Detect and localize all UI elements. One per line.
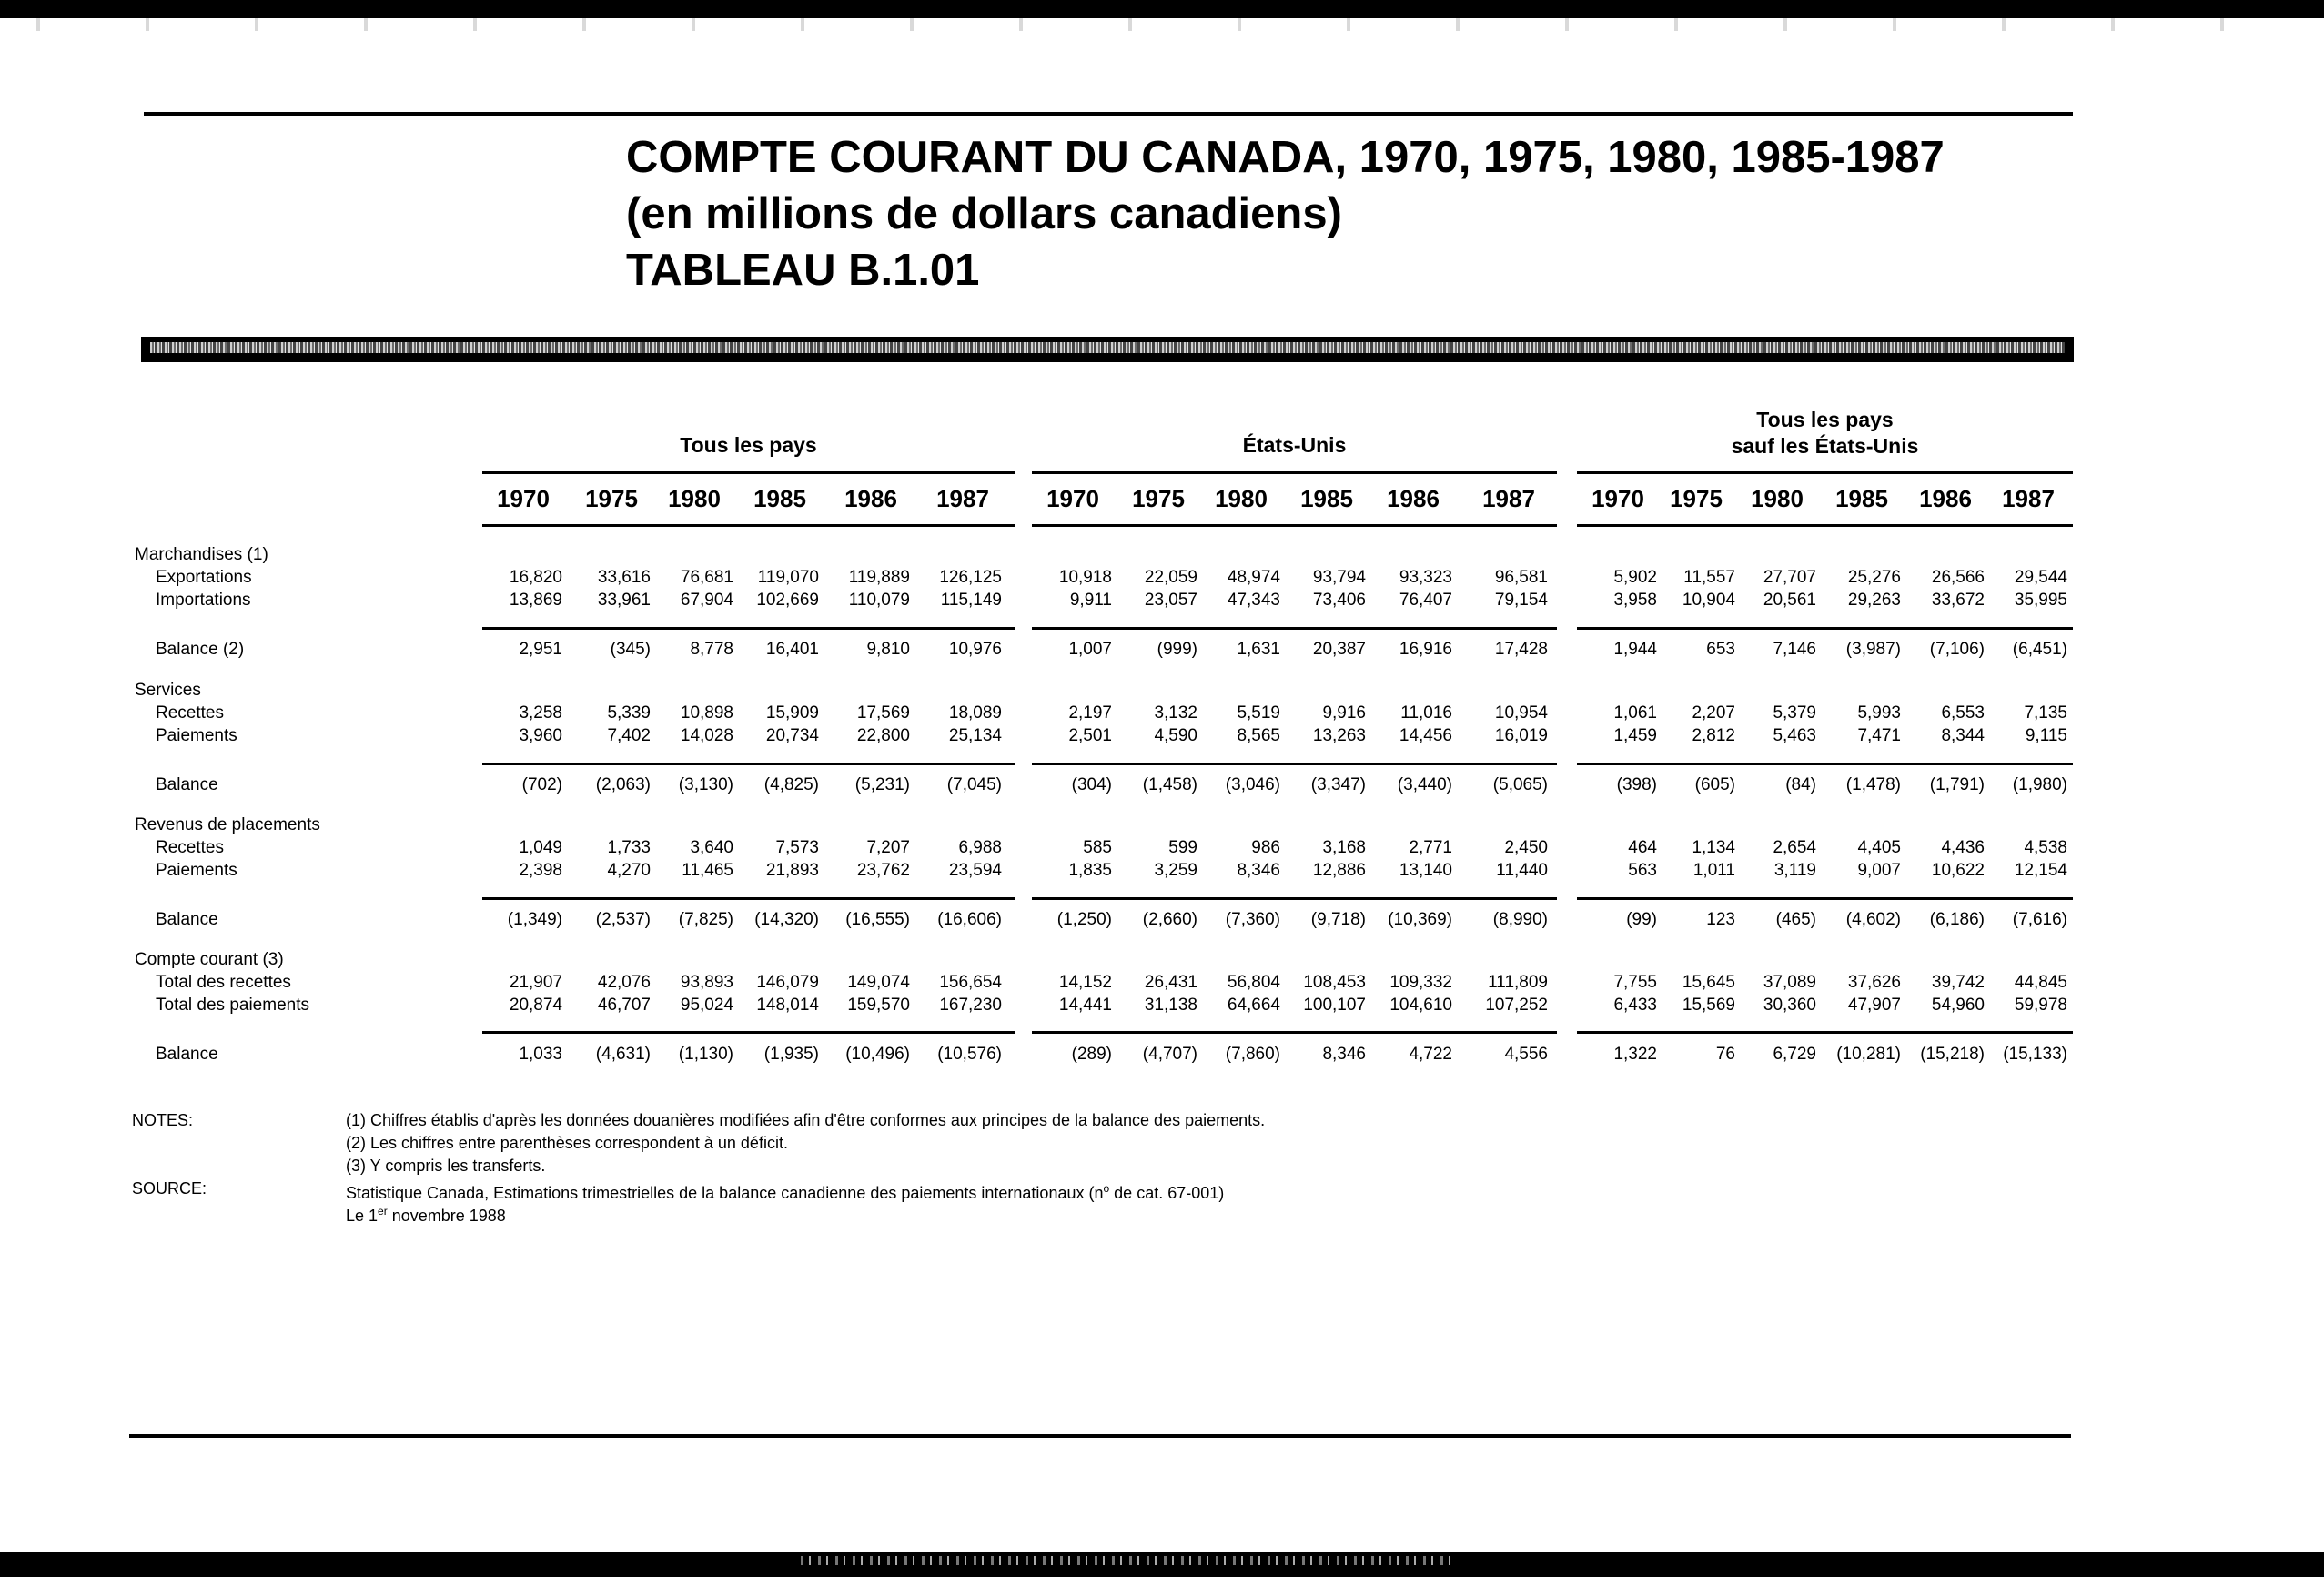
table-cell: 111,809 bbox=[1488, 973, 1548, 992]
year-header: 1975 bbox=[1670, 485, 1723, 512]
row-label: Recettes bbox=[156, 703, 224, 723]
table-cell: 107,252 bbox=[1485, 996, 1548, 1015]
table-cell: 93,893 bbox=[680, 973, 733, 992]
table-cell: (10,496) bbox=[845, 1045, 910, 1064]
table-cell: 17,428 bbox=[1494, 640, 1548, 659]
section-label: Services bbox=[135, 681, 201, 700]
table-cell: (7,825) bbox=[678, 910, 733, 929]
year-header: 1985 bbox=[1300, 485, 1353, 512]
table-cell: 76 bbox=[1715, 1045, 1735, 1064]
table-cell: (15,133) bbox=[2003, 1045, 2067, 1064]
group-rule-bottom bbox=[1577, 524, 2073, 527]
year-header: 1985 bbox=[753, 485, 806, 512]
table-cell: 9,911 bbox=[1069, 591, 1112, 610]
table-cell: 7,402 bbox=[607, 726, 651, 745]
table-cell: 37,626 bbox=[1847, 973, 1901, 992]
table-cell: 13,263 bbox=[1312, 726, 1366, 745]
year-header: 1986 bbox=[1919, 485, 1972, 512]
table-cell: 3,168 bbox=[1322, 838, 1366, 857]
table-cell: 1,061 bbox=[1613, 703, 1657, 723]
page-subtitle: (en millions de dollars canadiens) bbox=[626, 189, 1342, 238]
table-cell: 2,654 bbox=[1773, 838, 1816, 857]
table-cell: 14,028 bbox=[680, 726, 733, 745]
table-cell: 7,755 bbox=[1613, 973, 1657, 992]
table-cell: 115,149 bbox=[940, 591, 1002, 610]
decorative-banner bbox=[141, 337, 2074, 362]
table-cell: 3,259 bbox=[1154, 861, 1197, 880]
table-cell: 10,898 bbox=[680, 703, 733, 723]
table-cell: 27,707 bbox=[1763, 568, 1816, 587]
table-cell: (1,791) bbox=[1929, 775, 1985, 794]
table-number: TABLEAU B.1.01 bbox=[626, 246, 980, 295]
table-cell: 16,820 bbox=[509, 568, 562, 587]
table-cell: 8,344 bbox=[1941, 726, 1985, 745]
publication-date: Le 1er novembre 1988 bbox=[346, 1205, 506, 1225]
table-cell: (1,250) bbox=[1056, 910, 1112, 929]
table-cell: 33,616 bbox=[597, 568, 651, 587]
group-header-hors-etats-unis: Tous les pays bbox=[1756, 408, 1894, 431]
table-cell: 1,733 bbox=[607, 838, 651, 857]
source-text: Statistique Canada, Estimations trimestrielles de la balance canadienne des paiements internationaux ($n^o$ de cat. 67-001) bbox=[346, 1182, 1225, 1202]
table-cell: (4,707) bbox=[1142, 1045, 1197, 1064]
table-cell: 12,154 bbox=[2014, 861, 2067, 880]
scan-border-top bbox=[0, 0, 2324, 18]
table-cell: 5,379 bbox=[1773, 703, 1816, 723]
table-cell: (702) bbox=[521, 775, 562, 794]
table-cell: 16,916 bbox=[1399, 640, 1452, 659]
scan-artifact-band bbox=[0, 18, 2324, 31]
row-label: Total des paiements bbox=[156, 996, 309, 1015]
table-cell: 2,450 bbox=[1504, 838, 1548, 857]
table-cell: 54,960 bbox=[1931, 996, 1985, 1015]
table-cell: 7,135 bbox=[2024, 703, 2067, 723]
table-cell: 6,729 bbox=[1773, 1045, 1816, 1064]
table-cell: 15,569 bbox=[1682, 996, 1735, 1015]
table-cell: 67,904 bbox=[680, 591, 733, 610]
group-header-tous-les-pays: Tous les pays bbox=[680, 433, 817, 457]
table-cell: 2,501 bbox=[1068, 726, 1112, 745]
table-cell: (7,106) bbox=[1929, 640, 1985, 659]
table-cell: 123 bbox=[1706, 910, 1735, 929]
table-cell: (2,063) bbox=[595, 775, 651, 794]
table-cell: 10,976 bbox=[948, 640, 1002, 659]
section-label: Revenus de placements bbox=[135, 815, 320, 834]
table-cell: 47,907 bbox=[1847, 996, 1901, 1015]
table-cell: (7,045) bbox=[946, 775, 1002, 794]
row-label: Paiements bbox=[156, 726, 237, 745]
year-header: 1986 bbox=[1387, 485, 1440, 512]
table-cell: (14,320) bbox=[754, 910, 819, 929]
section-rule bbox=[482, 1031, 1015, 1034]
table-cell: 15,909 bbox=[765, 703, 819, 723]
table-cell: 42,076 bbox=[597, 973, 651, 992]
row-label: Balance bbox=[156, 910, 218, 929]
table-cell: 108,453 bbox=[1303, 973, 1366, 992]
table-cell: 100,107 bbox=[1303, 996, 1366, 1015]
table-cell: (999) bbox=[1157, 640, 1197, 659]
table-cell: (304) bbox=[1071, 775, 1112, 794]
table-cell: 585 bbox=[1083, 838, 1112, 857]
table-cell: 21,907 bbox=[509, 973, 562, 992]
year-header: 1970 bbox=[1046, 485, 1099, 512]
table-cell: 4,722 bbox=[1409, 1045, 1452, 1064]
table-cell: 2,398 bbox=[519, 861, 562, 880]
table-cell: 4,436 bbox=[1941, 838, 1985, 857]
table-cell: 126,125 bbox=[939, 568, 1002, 587]
note-1: (1) Chiffres établis d'après les données douanières modifiées afin d'être conformes aux principes de la balance des paiements. bbox=[346, 1111, 1266, 1129]
table-cell: 23,594 bbox=[948, 861, 1002, 880]
group-rule-top bbox=[1577, 471, 2073, 474]
table-cell: (10,369) bbox=[1388, 910, 1452, 929]
table-cell: 5,463 bbox=[1773, 726, 1816, 745]
table-cell: 2,207 bbox=[1692, 703, 1735, 723]
table-cell: (9,718) bbox=[1310, 910, 1366, 929]
table-cell: 10,954 bbox=[1494, 703, 1548, 723]
table-cell: (16,555) bbox=[845, 910, 910, 929]
row-label: Total des recettes bbox=[156, 973, 291, 992]
table-cell: 110,079 bbox=[848, 591, 910, 610]
table-cell: 167,230 bbox=[939, 996, 1002, 1015]
table-cell: 1,011 bbox=[1692, 861, 1735, 880]
table-cell: 13,140 bbox=[1399, 861, 1452, 880]
table-cell: 14,456 bbox=[1399, 726, 1452, 745]
table-cell: (345) bbox=[610, 640, 651, 659]
table-cell: 3,258 bbox=[519, 703, 562, 723]
table-cell: 33,961 bbox=[597, 591, 651, 610]
table-cell: 18,089 bbox=[948, 703, 1002, 723]
table-cell: 3,119 bbox=[1773, 861, 1816, 880]
table-cell: 11,016 bbox=[1400, 703, 1452, 723]
table-cell: 146,079 bbox=[756, 973, 819, 992]
table-cell: 73,406 bbox=[1312, 591, 1366, 610]
row-label: Balance (2) bbox=[156, 640, 245, 659]
table-cell: 9,115 bbox=[2025, 726, 2067, 745]
table-cell: 64,664 bbox=[1227, 996, 1280, 1015]
table-cell: 563 bbox=[1628, 861, 1657, 880]
table-cell: 3,958 bbox=[1613, 591, 1657, 610]
section-rule bbox=[482, 763, 1015, 765]
table-cell: 46,707 bbox=[597, 996, 651, 1015]
table-cell: 17,569 bbox=[856, 703, 910, 723]
year-header: 1985 bbox=[1835, 485, 1888, 512]
notes-label: NOTES: bbox=[132, 1111, 194, 1129]
table-cell: 5,993 bbox=[1857, 703, 1901, 723]
row-label: Balance bbox=[156, 775, 218, 794]
year-header: 1980 bbox=[668, 485, 721, 512]
table-cell: 8,778 bbox=[690, 640, 733, 659]
table-cell: 14,152 bbox=[1058, 973, 1112, 992]
table-cell: 149,074 bbox=[847, 973, 910, 992]
table-cell: 1,134 bbox=[1692, 838, 1735, 857]
table-cell: (99) bbox=[1626, 910, 1657, 929]
year-header: 1986 bbox=[844, 485, 897, 512]
table-cell: 7,207 bbox=[866, 838, 910, 857]
table-cell: 48,974 bbox=[1227, 568, 1280, 587]
table-cell: (3,440) bbox=[1397, 775, 1452, 794]
section-rule bbox=[1032, 897, 1557, 900]
year-header: 1980 bbox=[1215, 485, 1268, 512]
table-cell: (7,616) bbox=[2012, 910, 2067, 929]
table-cell: 20,874 bbox=[509, 996, 562, 1015]
table-cell: 9,810 bbox=[866, 640, 910, 659]
table-cell: (10,281) bbox=[1836, 1045, 1901, 1064]
table-cell: 1,835 bbox=[1068, 861, 1112, 880]
table-cell: 76,407 bbox=[1399, 591, 1452, 610]
table-cell: 5,519 bbox=[1237, 703, 1280, 723]
table-cell: 39,742 bbox=[1931, 973, 1985, 992]
table-cell: (3,046) bbox=[1225, 775, 1280, 794]
table-cell: 33,672 bbox=[1931, 591, 1985, 610]
year-header: 1987 bbox=[1482, 485, 1535, 512]
table-cell: 4,538 bbox=[2024, 838, 2067, 857]
table-cell: 59,978 bbox=[2014, 996, 2067, 1015]
table-cell: (465) bbox=[1775, 910, 1816, 929]
table-cell: 16,019 bbox=[1494, 726, 1548, 745]
table-cell: 986 bbox=[1251, 838, 1280, 857]
table-cell: 1,007 bbox=[1068, 640, 1112, 659]
table-cell: (16,606) bbox=[937, 910, 1002, 929]
table-cell: 109,332 bbox=[1389, 973, 1452, 992]
table-cell: 20,734 bbox=[765, 726, 819, 745]
table-cell: 1,944 bbox=[1613, 640, 1657, 659]
table-cell: 29,263 bbox=[1847, 591, 1901, 610]
table-cell: 2,951 bbox=[519, 640, 562, 659]
table-cell: (7,860) bbox=[1225, 1045, 1280, 1064]
table-cell: (2,660) bbox=[1142, 910, 1197, 929]
table-cell: 22,800 bbox=[856, 726, 910, 745]
section-rule bbox=[1032, 1031, 1557, 1034]
table-cell: 25,134 bbox=[948, 726, 1002, 745]
year-header: 1975 bbox=[1132, 485, 1185, 512]
year-header: 1980 bbox=[1751, 485, 1804, 512]
table-cell: 4,270 bbox=[607, 861, 651, 880]
table-cell: (84) bbox=[1785, 775, 1816, 794]
table-cell: (398) bbox=[1616, 775, 1657, 794]
table-cell: 599 bbox=[1168, 838, 1197, 857]
table-cell: 44,845 bbox=[2014, 973, 2067, 992]
table-cell: 25,276 bbox=[1847, 568, 1901, 587]
table-cell: (4,602) bbox=[1845, 910, 1901, 929]
table-cell: 23,762 bbox=[856, 861, 910, 880]
table-cell: 119,070 bbox=[757, 568, 819, 587]
table-cell: 4,405 bbox=[1857, 838, 1901, 857]
row-label: Balance bbox=[156, 1045, 218, 1064]
table-cell: 6,553 bbox=[1941, 703, 1985, 723]
table-cell: 26,566 bbox=[1931, 568, 1985, 587]
table-cell: (3,347) bbox=[1310, 775, 1366, 794]
group-rule-top bbox=[482, 471, 1015, 474]
table-cell: 10,904 bbox=[1682, 591, 1735, 610]
table-cell: 12,886 bbox=[1312, 861, 1366, 880]
year-header: 1970 bbox=[497, 485, 550, 512]
table-cell: (4,825) bbox=[763, 775, 819, 794]
table-cell: (5,231) bbox=[854, 775, 910, 794]
table-cell: 464 bbox=[1628, 838, 1657, 857]
table-cell: 3,640 bbox=[690, 838, 733, 857]
row-label: Exportations bbox=[156, 568, 252, 587]
table-cell: 102,669 bbox=[756, 591, 819, 610]
section-rule bbox=[1577, 1031, 2073, 1034]
table-cell: (289) bbox=[1071, 1045, 1112, 1064]
group-subheader-hors-etats-unis: sauf les États-Unis bbox=[1731, 434, 1919, 458]
table-cell: 4,556 bbox=[1504, 1045, 1548, 1064]
scan-border-bottom bbox=[0, 1552, 2324, 1577]
table-cell: 20,561 bbox=[1763, 591, 1816, 610]
table-cell: 11,557 bbox=[1683, 568, 1735, 587]
table-cell: 37,089 bbox=[1763, 973, 1816, 992]
table-cell: 2,197 bbox=[1068, 703, 1112, 723]
table-cell: 1,033 bbox=[519, 1045, 562, 1064]
table-cell: 23,057 bbox=[1144, 591, 1197, 610]
table-cell: (1,458) bbox=[1142, 775, 1197, 794]
table-cell: (605) bbox=[1694, 775, 1735, 794]
section-rule bbox=[482, 627, 1015, 630]
note-3: (3) Y compris les transferts. bbox=[346, 1157, 546, 1175]
table-cell: 4,590 bbox=[1154, 726, 1197, 745]
year-header: 1975 bbox=[585, 485, 638, 512]
table-cell: 3,132 bbox=[1154, 703, 1197, 723]
table-cell: 9,007 bbox=[1857, 861, 1901, 880]
table-cell: 1,049 bbox=[519, 838, 562, 857]
table-cell: 10,622 bbox=[1931, 861, 1985, 880]
table-cell: 104,610 bbox=[1389, 996, 1452, 1015]
group-rule-bottom bbox=[482, 524, 1015, 527]
table-cell: (1,980) bbox=[2012, 775, 2067, 794]
table-cell: 156,654 bbox=[939, 973, 1002, 992]
table-cell: 22,059 bbox=[1144, 568, 1197, 587]
table-cell: 9,916 bbox=[1322, 703, 1366, 723]
table-cell: 148,014 bbox=[756, 996, 819, 1015]
table-cell: 3,960 bbox=[519, 726, 562, 745]
source-label: SOURCE: bbox=[132, 1179, 207, 1198]
table-cell: 2,771 bbox=[1409, 838, 1452, 857]
table-cell: (1,130) bbox=[678, 1045, 733, 1064]
table-cell: 16,401 bbox=[765, 640, 819, 659]
table-cell: 14,441 bbox=[1058, 996, 1112, 1015]
page-title: COMPTE COURANT DU CANADA, 1970, 1975, 1980, 1985-1987 bbox=[626, 133, 1945, 182]
table-cell: 8,346 bbox=[1322, 1045, 1366, 1064]
table-cell: 31,138 bbox=[1144, 996, 1197, 1015]
year-header: 1987 bbox=[2002, 485, 2055, 512]
section-rule bbox=[482, 897, 1015, 900]
table-cell: 6,988 bbox=[958, 838, 1002, 857]
table-cell: 7,573 bbox=[775, 838, 819, 857]
table-cell: (1,349) bbox=[507, 910, 562, 929]
section-label: Marchandises (1) bbox=[135, 545, 268, 564]
year-header: 1987 bbox=[936, 485, 989, 512]
table-cell: 5,339 bbox=[607, 703, 651, 723]
table-cell: 119,889 bbox=[848, 568, 910, 587]
top-rule bbox=[144, 112, 2073, 116]
table-cell: 47,343 bbox=[1227, 591, 1280, 610]
table-cell: 30,360 bbox=[1763, 996, 1816, 1015]
table-cell: (8,990) bbox=[1492, 910, 1548, 929]
section-label: Compte courant (3) bbox=[135, 950, 284, 969]
table-cell: (7,360) bbox=[1225, 910, 1280, 929]
table-cell: 2,812 bbox=[1692, 726, 1735, 745]
row-label: Recettes bbox=[156, 838, 224, 857]
table-cell: 5,902 bbox=[1613, 568, 1657, 587]
group-rule-top bbox=[1032, 471, 1557, 474]
table-cell: 8,565 bbox=[1237, 726, 1280, 745]
table-cell: 29,544 bbox=[2014, 568, 2067, 587]
row-label: Importations bbox=[156, 591, 251, 610]
table-cell: 21,893 bbox=[765, 861, 819, 880]
table-cell: 35,995 bbox=[2014, 591, 2067, 610]
note-2: (2) Les chiffres entre parenthèses correspondent à un déficit. bbox=[346, 1134, 788, 1152]
table-cell: 7,471 bbox=[1857, 726, 1901, 745]
table-cell: (1,478) bbox=[1845, 775, 1901, 794]
table-cell: (5,065) bbox=[1492, 775, 1548, 794]
table-cell: 93,323 bbox=[1399, 568, 1452, 587]
table-cell: 1,459 bbox=[1613, 726, 1657, 745]
table-cell: 96,581 bbox=[1494, 568, 1548, 587]
table-cell: 20,387 bbox=[1312, 640, 1366, 659]
group-rule-bottom bbox=[1032, 524, 1557, 527]
title-block bbox=[626, 129, 1945, 298]
row-label: Paiements bbox=[156, 861, 237, 880]
table-cell: 8,346 bbox=[1237, 861, 1280, 880]
year-header: 1970 bbox=[1591, 485, 1644, 512]
bottom-rule bbox=[129, 1434, 2071, 1438]
section-rule bbox=[1032, 763, 1557, 765]
table-cell: 79,154 bbox=[1494, 591, 1548, 610]
table-cell: 13,869 bbox=[509, 591, 562, 610]
table-cell: 7,146 bbox=[1773, 640, 1816, 659]
table-cell: 11,440 bbox=[1496, 861, 1548, 880]
table-cell: 95,024 bbox=[680, 996, 733, 1015]
table-cell: 159,570 bbox=[847, 996, 910, 1015]
table-cell: (3,130) bbox=[678, 775, 733, 794]
table-cell: 11,465 bbox=[682, 861, 733, 880]
table-cell: 1,322 bbox=[1613, 1045, 1657, 1064]
table-cell: 26,431 bbox=[1144, 973, 1197, 992]
table-cell: (1,935) bbox=[763, 1045, 819, 1064]
group-header-etats-unis: États-Unis bbox=[1242, 433, 1347, 457]
table-cell: 93,794 bbox=[1312, 568, 1366, 587]
table-cell: 1,631 bbox=[1237, 640, 1280, 659]
table-cell: (4,631) bbox=[595, 1045, 651, 1064]
table-cell: (6,186) bbox=[1929, 910, 1985, 929]
section-rule bbox=[1577, 763, 2073, 765]
table-cell: 76,681 bbox=[680, 568, 733, 587]
table-cell: 10,918 bbox=[1058, 568, 1112, 587]
table-cell: 653 bbox=[1706, 640, 1735, 659]
section-rule bbox=[1577, 627, 2073, 630]
table-cell: (6,451) bbox=[2012, 640, 2067, 659]
table-cell: (10,576) bbox=[937, 1045, 1002, 1064]
table-cell: (3,987) bbox=[1845, 640, 1901, 659]
table-cell: (15,218) bbox=[1920, 1045, 1985, 1064]
table-cell: 56,804 bbox=[1227, 973, 1280, 992]
table-cell: 6,433 bbox=[1613, 996, 1657, 1015]
table-cell: 15,645 bbox=[1682, 973, 1735, 992]
table-cell: (2,537) bbox=[595, 910, 651, 929]
section-rule bbox=[1577, 897, 2073, 900]
section-rule bbox=[1032, 627, 1557, 630]
